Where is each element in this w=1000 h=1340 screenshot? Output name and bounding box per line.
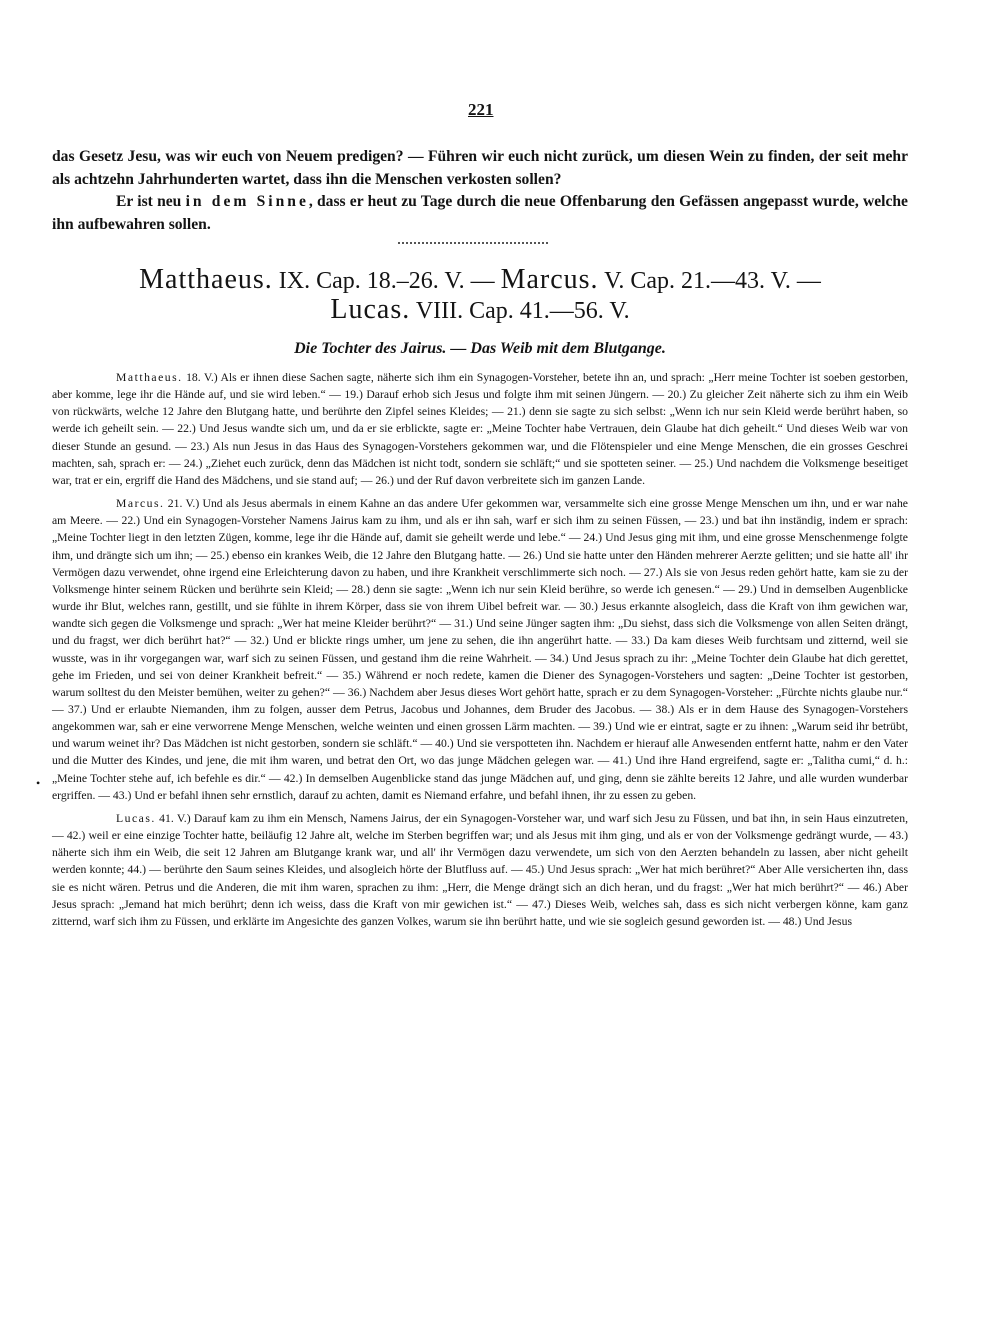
- page-number: 221: [468, 100, 494, 119]
- section-marcus: [52, 495, 908, 804]
- section-lucas: [52, 810, 908, 930]
- heading-line-1: [60, 266, 900, 295]
- intro-paragraph-1: das Gesetz Jesu, was wir euch von Neuem predigen? — Führen wir euch nicht zurück, um diesen Wein zu finden, der seit mehr als achtzehn Jahrhunderten wartet, dass ihn die Menschen verkosten sollen?: [52, 148, 908, 188]
- heading-book-marcus: Marcus.: [500, 264, 599, 295]
- section-book-label: Marcus.: [116, 497, 165, 511]
- intro-paragraph-2: [52, 191, 908, 236]
- section-body: 18. V.) Als er ihnen diese Sachen sagte, näherte sich ihm ein Synagogen-Vorsteher, betete ihn an, und sprach: „Herr meine Tochter ist soeben gestorben, aber komme, lege ihr die Hände auf, und sie wird leben.“ — 19.) Darauf erhob sich Jesus und folgte ihm mit seinen Jüngern. — 20.) Zu gleicher Zeit näherte sich zu ihm ein Weib von rückwärts, welche 12 Jahre den Blutgang hatte, und berührte den Zipfel seines Kleides; — 21.) denn sie sagte zu sich selbst: „Wenn ich nur sein Kleid werde berührt haben, so werde ich geheilt sein. — 22.) Und Jesus wandte sich um, und da er sie erblickte, sagte er: „Meine Tochter habe Vertrauen, dein Glaube hat dich geheilt.“ Und dieses Weib war von dieser Stunde an gesund. — 23.) Als nun Jesus in das Haus des Synagogen-Vorstehers gekommen war, und die Flötenspieler und eine Menge Menschen, die ein grosses Geschrei machten, sah, sprach er: — 24.) „Ziehet euch zurück, denn das Mädchen ist nicht todt, sondern sie schläft;“ und sie spotteten seiner. — 25.) Und nachdem die Volksmenge beseitiget war, trat er ein, ergriff die Hand des Mädchens, und sie stand auf; — 26.) und der Ruf davon verbreitete sich im ganzen Lande.: [52, 371, 908, 487]
- section-book-label: Lucas.: [116, 811, 156, 825]
- intro-p2-end: , dass er heut zu Tage durch die neue Offenbarung den Gefässen angepasst wurde, welche ihn aufbewahren sollen.: [52, 193, 908, 233]
- section-body: 41. V.) Darauf kam zu ihm ein Mensch, Namens Jairus, der ein Synagogen-Vorsteher war, und warf sich Jesu zu Füssen, und bat ihn, in sein Haus einzutreten, — 42.) weil er eine einzige Tochter hatte, beiläufig 12 Jahre alt, welche im Sterben begriffen war; und als Jesus mit ihm ging, und als er von der Volksmenge gedrängt wurde, — 43.) näherte sich ihm ein Weib, die seit 12 Jahren am Blutgange krank war, und all' ihr Vermögen dazu verwendete, um sich von den Aerzten behandeln zu lassen, aber nicht geheilt werden konnte; 44.) — berührte den Saum seines Kleides, und alsogleich hörte der Blutfluss auf. — 45.) Und Jesus sprach: „Wer hat mich berühret?“ Aber Alle versicherten ihn, dass sie es nicht wären. Petrus und die Anderen, die mit ihm waren, sprachen zu ihm: „Herr, die Menge drängt sich an dich heran, und du fragst: „Wer hat mich berührt?“ — 46.) Aber Jesus sprach: „Jemand hat mich berührt; denn ich weiss, dass die Kraft von mir gewichen ist.“ — 47.) Dieses Weib, welches sah, dass es sich nicht verbergen könne, kam ganz zitternd, warf sich ihm zu Füssen, und erklärte im Angesichte des ganzen Volkes, warum sie ihn berührt hatte, und wie sie sogleich gesund geworden ist. — 48.) Und Jesus: [52, 811, 908, 928]
- heading-book-matthaeus: Matthaeus.: [139, 264, 273, 295]
- intro-paragraphs: [52, 146, 908, 236]
- intro-p2-emphasis: in dem Sinne: [185, 193, 309, 211]
- intro-p2-start: Er ist neu: [116, 193, 182, 211]
- margin-bullet: •: [36, 776, 41, 790]
- heading-ref-matthaeus: IX. Cap. 18.–26. V. —: [272, 268, 501, 294]
- heading-ref-marcus: V. Cap. 21.—43. V. —: [598, 268, 821, 294]
- section-separator: [398, 242, 548, 244]
- heading-book-lucas: Lucas.: [330, 294, 411, 325]
- section-body: 21. V.) Und als Jesus abermals in einem Kahne an das andere Ufer gekommen war, versammelte sich eine grosse Menge Menschen um ihn, und er war nahe am Meere. — 22.) Und ein Synagogen-Vorsteher Namens Jairus kam zu ihm, und als er ihn sah, warf er sich ihm zu seinen Füssen, — 23.) und bat ihn inständig, indem er sprach: „Meine Tochter liegt in den letzten Zügen, komme, lege ihr die Hände auf, damit sie geheilt werde und lebe.“ — 24.) Und Jesus ging mit ihm, und eine grosse Menschenmenge folgte ihm, und drängte sich um ihn; — 25.) ebenso ein krankes Weib, die 12 Jahre den Blutgang hatte. — 26.) Und sie hatte unter den Händen mehrerer Aerzte gelitten; und sie hatte all' ihr Vermögen dazu verwendet, ohne irgend eine Erleichterung davon zu haben, und ihre Krankheit verschlimmerte sich noch. — 27.) Als sie von Jesus reden gehört hatte, kam sie zu der Volksmenge hinter seinem Rücken und berührte sein Kleid; — 28.) denn sie sagte: „Wenn ich nur sein Kleid berühre, so werde ich genesen.“ — 29.) Und in demselben Augenblicke wurde ihr Blut, welches rann, gestillt, und sie fühlte in ihrem Körper, dass sie von ihrem Uibel befreit war. — 30.) Jesus erkannte alsogleich, dass die Kraft von ihm gewichen war, wandte sich gegen die Volksmenge und sprach: „Wer hat meine Kleider berührt?“ — 31.) Und seine Jünger sagten ihm: „Du siehst, dass sich die Volksmenge von allen Seiten drängt, und du fragst, wer dich berührt hat?“ — 32.) Und er blickte rings umher, um jene zu sehen, die ihn angerührt hatte. — 33.) Da kam dieses Weib furchtsam und zitternd, weil sie wusste, was in ihr vorgegangen war, warf sich zu seinen Füssen, und gestand ihm die reine Wahrheit. — 34.) Und Jesus sprach zu ihr: „Meine Tochter dein Glaube hat dich gerettet, gehe im Frieden, und sei von deiner Krankheit befreit.“ — 35.) Während er noch redete, kamen die Diener des Synagogen-Vorstehers und sagten: „Deine Tochter ist gestorben, warum solltest du den Meister bemühen, weiter zu gehen?“ — 36.) Nachdem aber Jesus dieses Wort gehört hatte, sprach er zu dem Synagogen-Vorsteher: „Fürchte nichts glaube nur.“ — 37.) Und er erlaubte Niemanden, ihm zu folgen, ausser dem Petrus, Jacobus und Johannes, dem Bruder des Jacobus. — 38.) Als er in dem Hause des Synagogen-Vorstehers angekommen war, sah er eine verworrene Menge Menschen, welche weinten und einen grossen Lärm machten. — 39.) Und wie er eintrat, sagte er zu ihnen: „Warum seid ihr betrübt, und warum weinet ihr? Das Mädchen ist nicht gestorben, sondern sie schläft.“ — 40.) Und sie verspotteten ihn. Nachdem er hierauf alle Anwesenden entfernt hatte, nahm er den Vater und die Mutter des Kindes, und jene, die mit ihm waren, und betrat den Ort, wo das junge Mädchen gelegen war. — 41.) Und ihre Hand ergreifend, sagte er: „Talitha cumi,“ d. h.: „Meine Tochter stehe auf, ich befehle es dir.“ — 42.) In demselben Augenblicke stand das junge Mädchen auf, und ging, denn sie zählte bereits 12 Jahre, und alle wurden wunderbar ergriffen. — 43.) Und er befahl ihnen sehr ernstlich, darauf zu achten, damit es Niemand erfahre, und befahl ihnen, ihr zu essen zu geben.: [52, 497, 908, 802]
- section-book-label: Matthaeus.: [116, 371, 183, 384]
- heading-ref-lucas: VIII. Cap. 41.—56. V.: [410, 298, 630, 324]
- chapter-subtitle: Die Tochter des Jairus. — Das Weib mit dem Blutgange.: [294, 340, 666, 357]
- gospel-texts: [52, 369, 908, 930]
- section-matthaeus: [52, 369, 908, 489]
- heading-line-2: [60, 296, 900, 325]
